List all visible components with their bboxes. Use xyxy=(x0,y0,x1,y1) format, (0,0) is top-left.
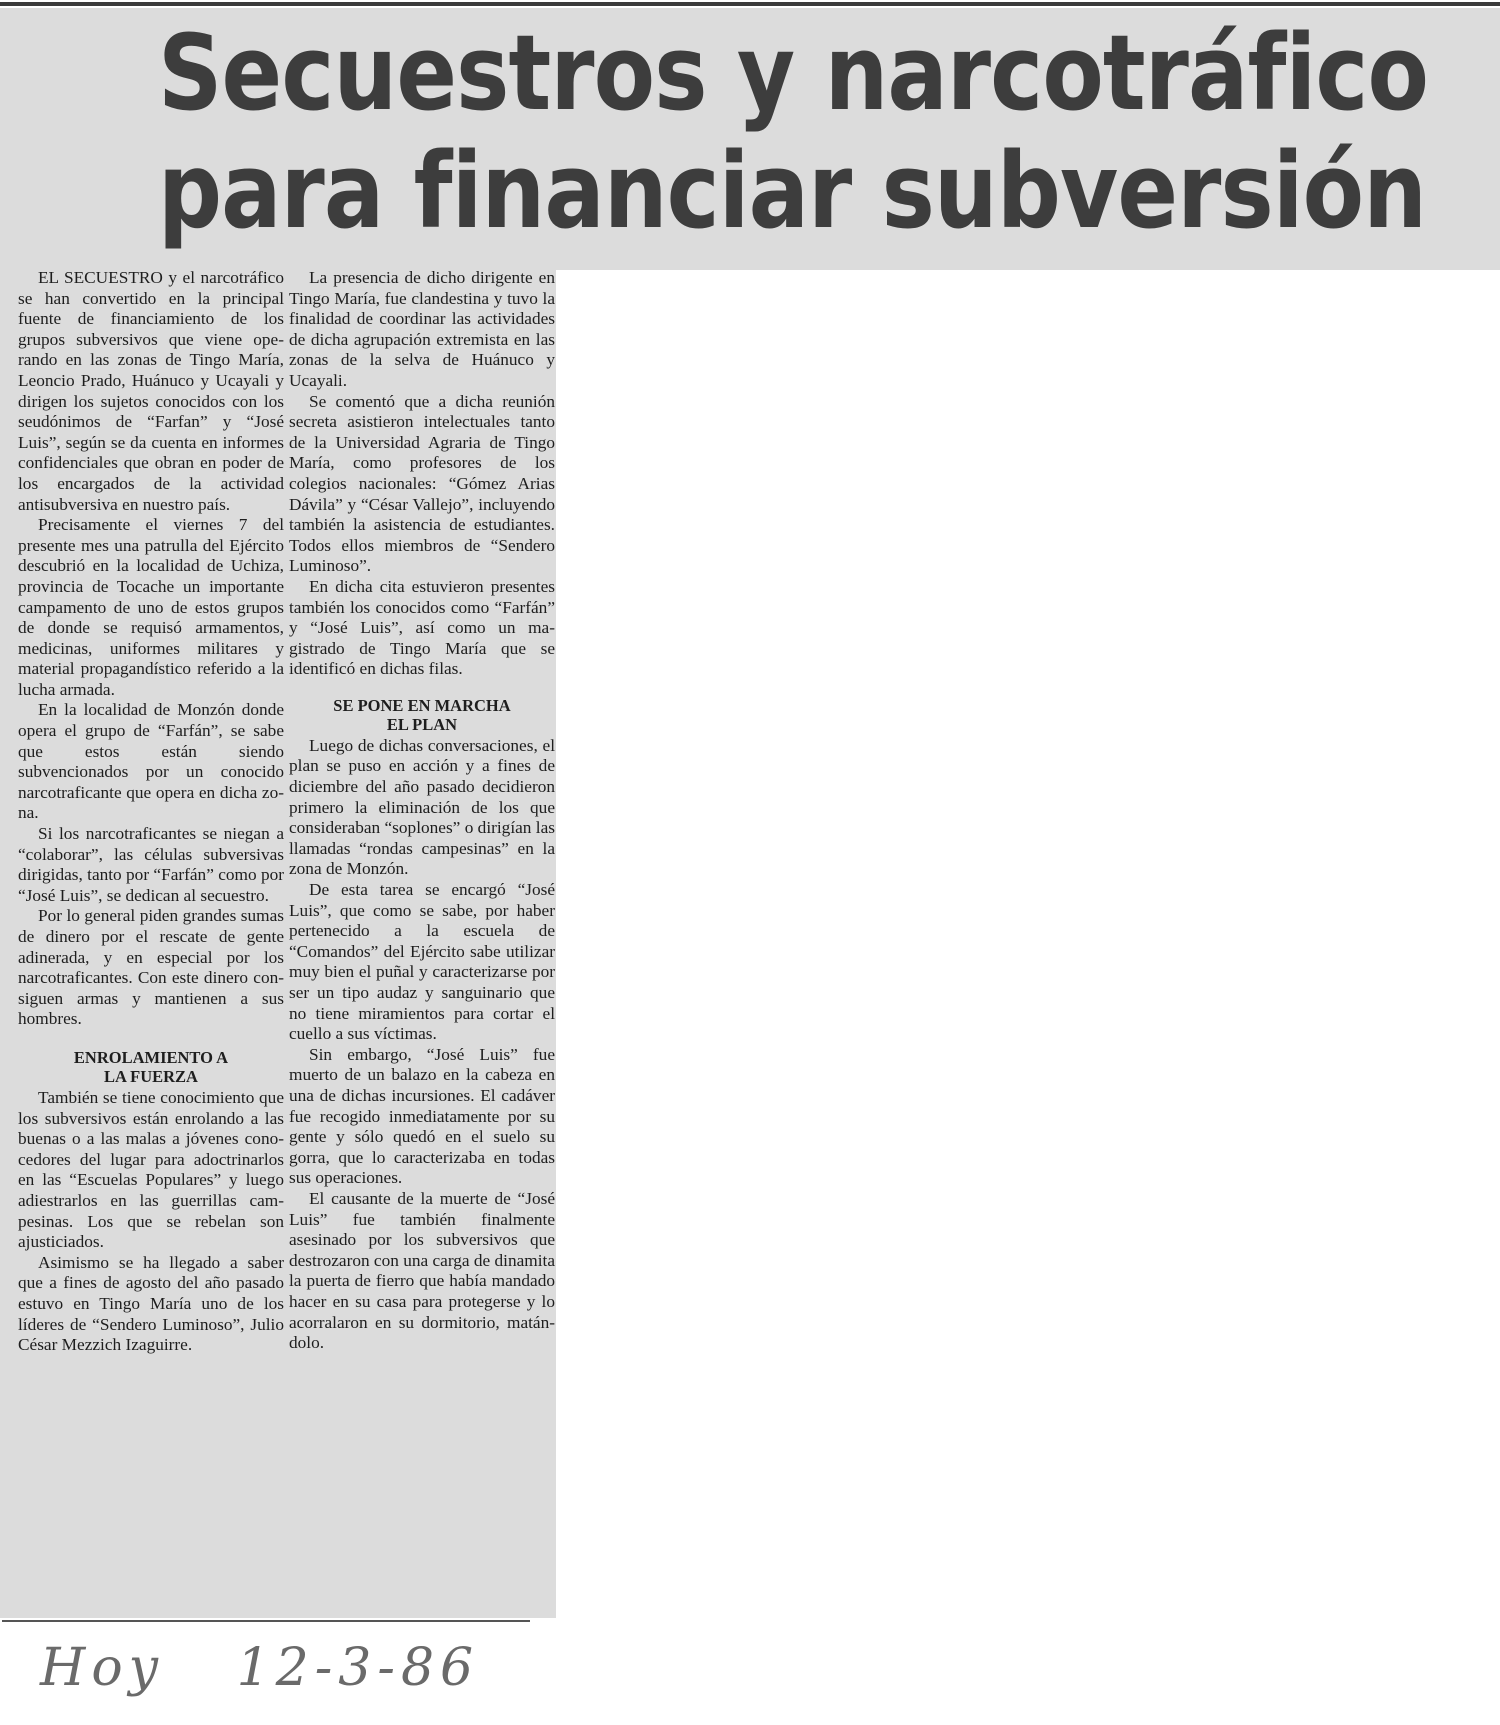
paragraph: En dicha cita estuvieron presentes también los conocidos como “Farfán” y “José Luis”, así como un magistrado de Tingo María que se identificó en dichas filas. xyxy=(289,576,555,679)
headline-line-2: para financiar subversión xyxy=(158,130,1427,252)
paragraph: EL SECUESTRO y el narcotráfico se han convertido en la principal fuente de financiamiento de los grupos subversivos que viene operando en las zonas de Tingo María, Leoncio Prado, Huánuco y Ucayali y dirigen los sujetos conocidos con los seudónimos de “Farfan” y “José Luis”, según se da cuenta en informes confidenciales que obran en poder de los encargados de la actividad antisubversiva en nuestro país. xyxy=(18,268,284,514)
handwritten-annotation xyxy=(40,1638,529,1698)
paragraph: En la localidad de Monzón donde opera el grupo de “Farfán”, se sabe que estos están siendo subvencionados por un conocido narcotraficante que opera en dicha zona. xyxy=(18,700,284,823)
subheading-plan xyxy=(289,696,555,734)
paragraph: Por lo general piden grandes sumas de dinero por el rescate de gente adinerada, y en especial por los narcotraficantes. Con este dinero consiguen armas y mantienen a sus hombres. xyxy=(18,906,284,1029)
top-rule xyxy=(0,2,1500,6)
paragraph: Luego de dichas conversaciones, el plan se puso en acción y a fines de diciembre del año pasado decidieron primero la eliminación de los que consideraban “soplones” o dirigían las llamadas “rondas campesinas” en la zona de Monzón. xyxy=(289,735,555,879)
bottom-rule xyxy=(2,1620,530,1622)
article-column-1 xyxy=(18,268,284,1356)
subheading-line: LA FUERZA xyxy=(104,1066,198,1086)
paragraph: Se comentó que a dicha reunión secreta asistieron intelectuales tanto de la Universidad Agraria de Tingo María, como profesores de los colegios nacionales: “Gómez Arias Dávila” y “César Vallejo”, incluyendo también la asistencia de estudiantes. Todos ellos miembros de “Sendero Luminoso”. xyxy=(289,391,555,576)
paragraph: La presencia de dicho dirigente en Tingo María, fue clandestina y tuvo la finalidad de coordinar las actividades de dicha agrupación extremista en las zonas de la selva de Huánuco y Ucayali. xyxy=(289,268,555,390)
article-column-2 xyxy=(289,268,555,1354)
paragraph: El causante de la muerte de “José Luis” fue también finalmente asesinado por los subversivos que destrozaron con una carga de dinamita la puerta de fierro que había mandado hacer en su casa para protegerse y lo acorralaron en su dormitorio, matándolo. xyxy=(289,1188,555,1353)
paragraph: Precisamente el viernes 7 del presente mes una patrulla del Ejército descubrió en la localidad de Uchiza, provincia de Tocache un importante campamento de uno de estos grupos de donde se requisó armamentos, medicinas, uniformes militares y material propagandístico referido a la lucha armada. xyxy=(18,515,284,699)
headline-line-1: Secuestros y narcotráfico xyxy=(158,12,1429,134)
handwritten-date: 12-3-86 xyxy=(236,1638,480,1698)
handwritten-source: Hoy xyxy=(40,1638,165,1698)
subheading-enrolamiento xyxy=(18,1048,284,1086)
paragraph: Sin embargo, “José Luis” fue muerto de un balazo en la cabeza en una de dichas incursiones. El cadáver fue recogido inmediatamente por su gente y sólo quedó en el suelo su gorra, que lo caracterizaba en todas sus operaciones. xyxy=(289,1044,555,1188)
paragraph: Si los narcotraficantes se niegan a “colaborar”, las células subversivas dirigidas, tanto por “Farfán” como por “José Luis”, se dedican al secuestro. xyxy=(18,824,284,905)
headline xyxy=(158,12,1429,252)
subheading-line: SE PONE EN MARCHA xyxy=(333,695,511,715)
subheading-line: EL PLAN xyxy=(386,714,458,734)
paragraph: También se tiene conocimiento que los subversivos están enrolando a las buenas o a las malas a jóvenes conocedores del lugar para adoctrinarlos en las “Escuelas Populares” y luego adiestrarlos en las guerrillas campesinas. Los que se rebelan son ajusticiados. xyxy=(18,1087,284,1252)
paragraph: Asimismo se ha llegado a saber que a fines de agosto del año pasado estuvo en Tingo María uno de los líderes de “Sendero Luminoso”, Julio César Mezzich Izaguirre. xyxy=(18,1252,284,1355)
subheading-line: ENROLAMIENTO A xyxy=(73,1047,229,1067)
paragraph: De esta tarea se encargó “José Luis”, que como se sabe, por haber pertenecido a la escuela de “Comandos” del Ejército sabe utilizar muy bien el puñal y caracterizarse por ser un tipo audaz y sanguinario que no tiene miramientos para cortar el cuello a sus víctimas. xyxy=(289,880,555,1044)
